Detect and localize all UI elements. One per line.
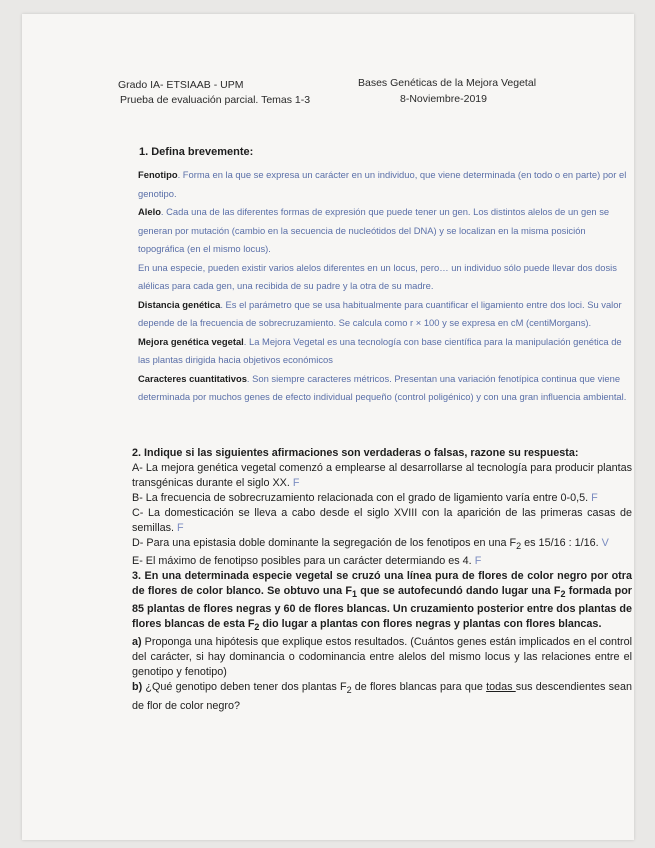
section2-title: 2. Indique si las siguientes afirmaciones son verdaderas o falsas, razone su respuesta: — [132, 447, 579, 459]
definition-caracteres-cuantitativos: Caracteres cuantitativos. Son siempre caracteres métricos. Presentan una variación fenotípica continua que viene determinada por muchos genes de efecto individual pequeño (control poligénico) y con una gran influencia ambiental. — [138, 372, 627, 402]
section2 — [132, 446, 632, 714]
definition-alelo: Alelo. Cada una de las diferentes formas de expresión que puede tener un gen. Los distintos alelos de un gen se generan por mutación (cambio en la secuencia de nucleótidos del DNA) y se localizan en la misma posición topográfica (en el mismo locus). — [138, 206, 610, 254]
section3-question-a: a) Proponga una hipótesis que explique estos resultados. (Cuántos genes están implicados en el control del carácter, si hay dominancia o codominancia entre alelos del mismo locus y las relaciones entre el genotipo y fenotipo) — [132, 636, 632, 679]
statement-e: E- El máximo de fenotipso posibles para un carácter determiando es 4. F — [132, 555, 482, 568]
header-date: 8-Noviembre-2019 — [400, 93, 487, 105]
header-exam-title: Prueba de evaluación parcial. Temas 1-3 — [120, 94, 311, 106]
definition-mejora-genetica: Mejora genética vegetal. La Mejora Vegetal es una tecnología con base científica para la manipulación genética de las plantas dirigida hacia objetivos económicos — [138, 335, 622, 365]
section1-title: 1. Defina brevemente: — [139, 146, 254, 158]
definition-fenotipo: Fenotipo. Forma en la que se expresa un carácter en un individuo, que viene determinada (en todo o en parte) por el genotipo. — [138, 169, 627, 199]
definition-alelo-note: En una especie, pueden existir varios alelos diferentes en un locus, pero… un individuo sólo puede llevar dos dosis alélicas para cada gen, una recibida de su padre y la otra de su madre. — [138, 261, 617, 291]
statement-b: B- La frecuencia de sobrecruzamiento relacionada con el grado de ligamiento varía entre 0-0,5. F — [132, 492, 598, 504]
statement-d: D- Para una epistasia doble dominante la segregación de los fenotipos en una $F_2$ es 15/16 : 1/16. V — [132, 537, 609, 552]
section3-problem: 3. En una determinada especie vegetal se cruzó una línea pura de flores de color negro por otra de flores de color blanco. Se obtuvo una $F_1$ que se autofecundó dando lugar una $F_2$ formada por 85 plantas de flores negras y 60 de flores blancas. Un cruzamiento posterior entre dos plantas de flores blancas de esta $F_2$ dio lugar a plantas con flores negras y plantas con flores blancas. — [132, 570, 632, 633]
header-course: Grado IA- ETSIAAB - UPM — [118, 79, 244, 91]
definition-distancia-genetica: Distancia genética. Es el parámetro que se usa habitualmente para cuantificar el ligamiento entre dos loci. Su valor depende de la frecuencia de sobrecruzamiento. Se calcula como r × 100 y se expresa en cM (centiMorgans). — [138, 298, 622, 328]
exam-page — [22, 14, 634, 840]
header-subject: Bases Genéticas de la Mejora Vegetal — [358, 77, 537, 89]
definitions-block — [138, 166, 628, 407]
section3-question-b: b) ¿Qué genotipo deben tener dos plantas $F_2$ de flores blancas para que todas sus descendientes sean de flor de color negro? — [132, 681, 632, 712]
statement-a: A- La mejora genética vegetal comenzó a emplearse al desarrollarse al tecnología para producir plantas transgénicas durante el siglo XX. F — [132, 462, 632, 489]
statement-c: C- La domesticación se lleva a cabo desde el siglo XVIII con la aparición de las primeras casas de semillas. F — [132, 507, 632, 534]
